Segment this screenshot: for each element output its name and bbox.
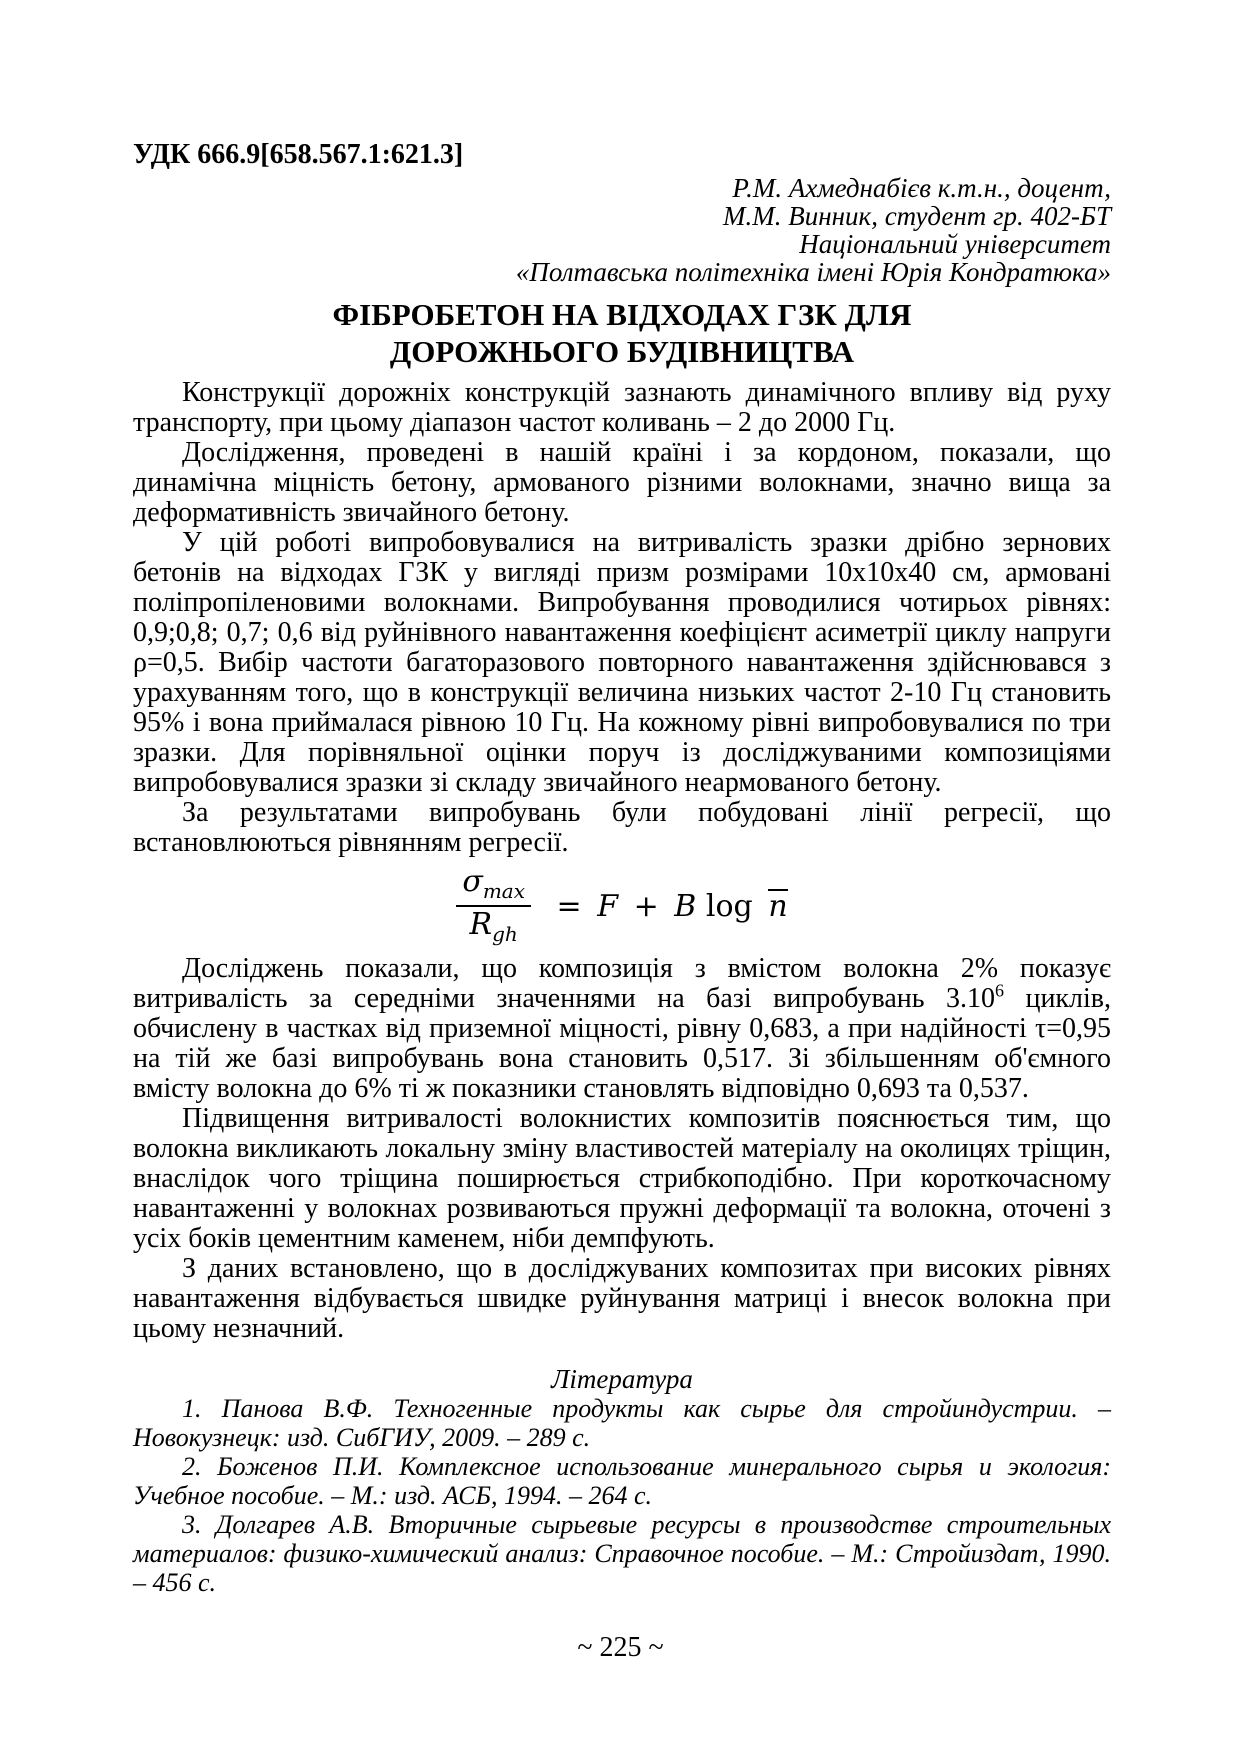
body-paragraph: Дослідження, проведені в нашій країні і за кордоном, показали, що динамічна міцність бетону, армованого різними волокнами, значно вища за деформативність звичайного бетону.: [133, 437, 1111, 528]
formula-fraction: [456, 864, 531, 948]
page-number: ~ 225 ~: [577, 1632, 664, 1663]
formula-numerator: $\sigma_{max}$: [456, 864, 531, 907]
author-block: [133, 174, 1111, 286]
superscript-exponent: 6: [994, 980, 1004, 1001]
reference-item: 2. Боженов П.И. Комплексное использование минерального сырья и экология: Учебное пособие. – М.: изд. АСБ, 1994. – 264 с.: [133, 1452, 1111, 1510]
literature-heading: Література: [551, 1364, 693, 1394]
body-paragraph: За результатами випробувань були побудовані лінії регресії, що встановлюються рівнянням регресії.: [133, 797, 1111, 858]
body-paragraph: Досліджень показали, що композиція з вмістом волокна 2% показує витривалість за середніми значеннями на базі випробувань 3.10$^6$ циклів, обчислену в частках від приземної міцності, рівну 0,683, а при надійності τ=0,95 на тій же базі випробувань вона становить 0,517. Зі збільшенням об'ємного вмісту волокна до 6% ті ж показники становлять відповідно 0,693 та 0,537.: [133, 953, 1111, 1104]
formula-term-b: B: [674, 888, 697, 924]
author-line: Р.М. Ахмеднабієв к.т.н., доцент,: [732, 173, 1111, 203]
body-paragraph: Підвищення витривалості волокнистих композитів пояснюється тим, що волокна викликають локальну зміну властивостей матеріалу на околицях тріщин, внаслідок чого тріщина поширюється стрибкоподібно. При короткочасному навантаженні у волокнах розвиваються пружні деформації та волокна, оточені з усіх боків цементним каменем, ніби демпфують.: [133, 1103, 1111, 1254]
plus-sign: +: [633, 888, 659, 924]
article-title-line1: ФІБРОБЕТОН НА ВІДХОДАХ ГЗК ДЛЯ: [332, 297, 912, 332]
page-content: [133, 140, 1111, 1597]
affiliation-line: «Полтавська політехніка імені Юрія Кондратюка»: [515, 257, 1111, 287]
article-title: [133, 296, 1111, 370]
affiliation-line: Національний університет: [799, 229, 1111, 259]
formula-rhs: [551, 889, 788, 924]
article-body: [133, 378, 1111, 1344]
regression-formula: [133, 864, 1111, 948]
body-paragraph: З даних встановлено, що в досліджуваних композитах при високих рівнях навантаження відбувається швидке руйнування матриці і внесок волокна при цьому незначний.: [133, 1253, 1111, 1344]
body-paragraph: Конструкції дорожніх конструкцій зазнають динамічного впливу від руху транспорту, при цьому діапазон частот коливань – 2 до 2000 Гц.: [133, 377, 1111, 438]
article-title-line2: ДОРОЖНЬОГО БУДІВНИЦТВА: [389, 334, 855, 369]
reference-list: [133, 1394, 1111, 1597]
reference-item: 3. Долгарев А.В. Вторичные сырьевые ресурсы в производстве строительных материалов: физико-химический анализ: Справочное пособие. – М.: Стройиздат, 1990. – 456 с.: [133, 1510, 1111, 1597]
author-line: М.М. Винник, студент гр. 402-БТ: [723, 201, 1111, 231]
formula-term-n-bar: n: [768, 888, 788, 924]
body-paragraph: У цій роботі випробовувалися на витривалість зразки дрібно зернових бетонів на відходах ГЗК у вигляді призм розмірами 10х10х40 см, армовані поліпропіленовими волокнами. Випробування проводилися чотирьох рівнях: 0,9;0,8; 0,7; 0,6 від руйнівного навантаження коефіцієнт асиметрії циклу напруги ρ=0,5. Вибір частоти багаторазового повторного навантаження здійснювався з урахуванням того, що в конструкції величина низьких частот 2-10 Гц становить 95% і вона приймалася рівною 10 Гц. На кожному рівні випробовувалися по три зразки. Для порівняльної оцінки поруч із досліджуваними композиціями випробовувалися зразки зі складу звичайного неармованого бетону.: [133, 527, 1111, 798]
log-function: log: [705, 888, 753, 924]
reference-item: 1. Панова В.Ф. Техногенные продукты как сырье для стройиндустрии. – Новокузнецк: изд. СибГИУ, 2009. – 289 с.: [133, 1394, 1111, 1452]
udc-code: УДК 666.9[658.567.1:621.3]: [133, 139, 464, 170]
equals-sign: =: [556, 888, 582, 924]
formula-denominator: $R_{gh}$: [469, 907, 518, 946]
formula-term-f: F: [597, 888, 619, 924]
